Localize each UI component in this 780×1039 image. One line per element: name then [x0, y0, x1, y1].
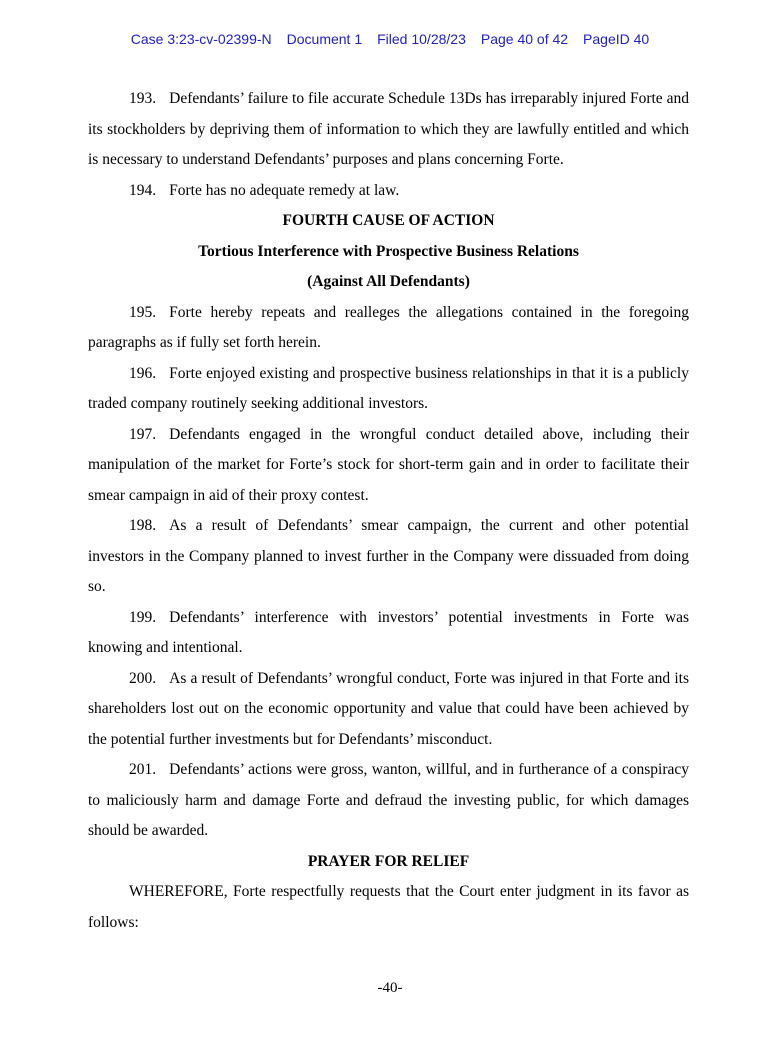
- paragraph-number: 197.: [129, 425, 157, 443]
- paragraph-number: 196.: [129, 364, 157, 382]
- heading-fourth-cause-of-action: FOURTH CAUSE OF ACTION: [282, 212, 495, 229]
- paragraph-194: [88, 176, 689, 207]
- paragraph-198: [88, 511, 689, 603]
- heading-against-all-defendants: (Against All Defendants): [307, 273, 470, 290]
- paragraph-text: Forte enjoyed existing and prospective business relationships in that it is a publicly traded company routinely seeking additional investors.: [88, 364, 689, 412]
- court-stamp-header: [0, 30, 780, 48]
- paragraph-200: [88, 664, 689, 756]
- paragraph-199: [88, 603, 689, 664]
- heading-prayer-for-relief: PRAYER FOR RELIEF: [307, 852, 470, 870]
- paragraph-wherefore: WHEREFORE, Forte respectfully requests that the Court enter judgment in its favor as follows:: [88, 883, 689, 931]
- paragraph-text: As a result of Defendants’ smear campaign, the current and other potential investors in the Company planned to invest further in the Company were dissuaded from doing so.: [88, 517, 689, 595]
- case-number: Case 3:23-cv-02399-N: [130, 31, 272, 47]
- paragraph-number: 194.: [129, 181, 157, 199]
- paragraph-text: Defendants engaged in the wrongful conduct detailed above, including their manipulation of the market for Forte’s stock for short-term gain and in order to facilitate their smear campaign in aid of their proxy contest.: [88, 425, 689, 504]
- paragraph-196: [88, 359, 689, 420]
- document-number: Document 1: [286, 31, 363, 47]
- paragraph-number: 200.: [129, 669, 157, 687]
- paragraph-197: [88, 420, 689, 512]
- paragraph-text: Defendants’ failure to file accurate Schedule 13Ds has irreparably injured Forte and its stockholders by depriving them of information to which they are lawfully entitled and which is necessary to understand Defendants’ purposes and plans concerning Forte.: [88, 90, 689, 168]
- paragraph-number: 198.: [129, 517, 157, 534]
- document-body: [88, 84, 689, 938]
- paragraph-text: Forte has no adequate remedy at law.: [169, 181, 400, 199]
- paragraph-195: [88, 298, 689, 359]
- page-number: -40-: [377, 980, 403, 996]
- paragraph-text: Forte hereby repeats and realleges the allegations contained in the foregoing paragraphs as if fully set forth herein.: [88, 303, 689, 351]
- paragraph-text: Defendants’ actions were gross, wanton, willful, and in furtherance of a conspiracy to maliciously harm and damage Forte and defraud the investing public, for which damages should be awarded.: [88, 761, 689, 839]
- page-id: PageID 40: [583, 31, 650, 47]
- paragraph-number: 193.: [129, 90, 157, 107]
- paragraph-number: 195.: [129, 303, 157, 321]
- paragraph-number: 199.: [129, 608, 157, 626]
- heading-tortious-interference: Tortious Interference with Prospective Business Relations: [198, 242, 579, 260]
- filed-date: Filed 10/28/23: [377, 31, 466, 47]
- paragraph-193: [88, 84, 689, 176]
- page-count: Page 40 of 42: [480, 31, 569, 47]
- paragraph-text: As a result of Defendants’ wrongful conduct, Forte was injured in that Forte and its shareholders lost out on the economic opportunity and value that could have been achieved by the potential further investments but for Defendants’ misconduct.: [88, 669, 689, 748]
- paragraph-201: [88, 755, 689, 847]
- paragraph-text: Defendants’ interference with investors’ potential investments in Forte was knowing and intentional.: [88, 608, 689, 656]
- paragraph-number: 201.: [129, 761, 157, 778]
